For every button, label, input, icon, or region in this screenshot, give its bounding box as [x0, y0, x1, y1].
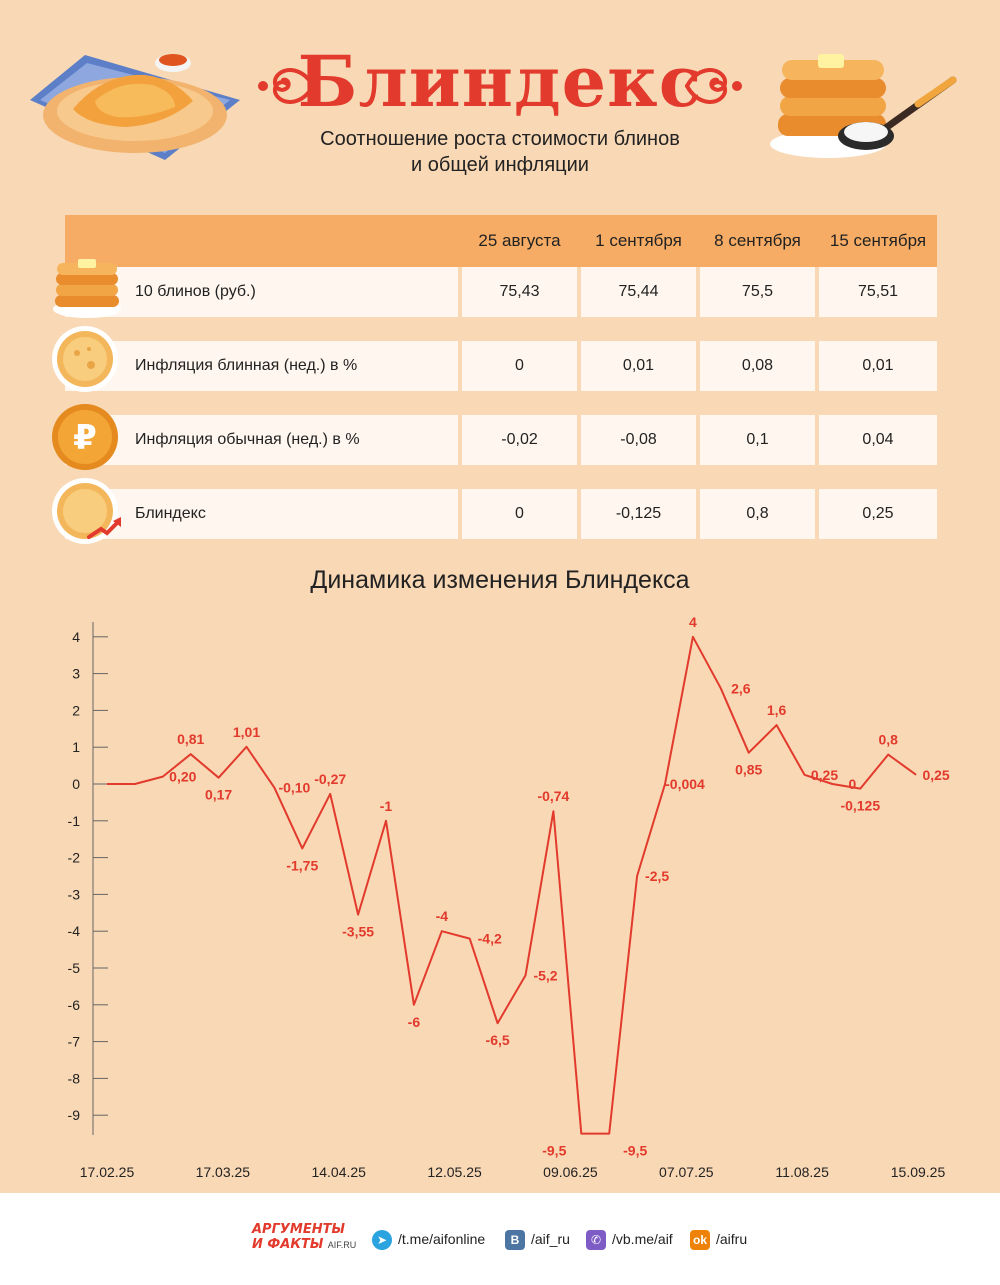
data-label: -0,27	[314, 770, 347, 787]
table-cell: -0,125	[581, 489, 696, 539]
data-label: 0,85	[735, 761, 763, 778]
data-label: -5,2	[533, 967, 558, 984]
data-label: -9,5	[542, 1142, 567, 1159]
row-label: Инфляция блинная (нед.) в %	[65, 341, 458, 391]
data-label: 0	[848, 776, 857, 792]
table-cell: 0,25	[819, 489, 937, 539]
data-label: 1,01	[232, 723, 261, 740]
y-tick-label: -4	[67, 923, 80, 940]
ruble-coin-icon	[51, 403, 119, 471]
table-cell: 75,44	[581, 267, 696, 317]
data-label: 0,81	[177, 731, 205, 748]
table-cell: 0	[462, 341, 577, 391]
footer	[0, 1193, 1000, 1285]
y-tick-label: -9	[67, 1107, 80, 1124]
data-label: -6,5	[485, 1032, 510, 1049]
y-tick-label: -8	[67, 1070, 80, 1087]
y-tick-label: -3	[67, 886, 80, 903]
x-tick-label: 14.04.25	[311, 1164, 366, 1180]
data-label: -4	[435, 908, 449, 925]
viber-link[interactable]: ✆ /vb.me/aif	[586, 1229, 673, 1249]
data-label: 0,25	[810, 766, 839, 783]
page-subtitle	[0, 126, 1000, 178]
x-tick-label: 17.03.25	[195, 1164, 251, 1180]
vk-link[interactable]: B /aif_ru	[505, 1229, 570, 1249]
data-label: -0,004	[665, 776, 705, 793]
y-tick-label: -2	[67, 849, 80, 866]
table-cell: 0,08	[700, 341, 815, 391]
viber-icon: ✆	[586, 1230, 606, 1250]
pancake-icon	[51, 325, 119, 393]
x-tick-label: 17.02.25	[79, 1164, 135, 1180]
y-tick-label: -7	[67, 1033, 80, 1050]
subtitle-line-2: и общей инфляции	[411, 154, 589, 176]
data-label: -2,5	[645, 868, 670, 884]
series-line	[107, 637, 916, 1134]
table-row	[65, 267, 937, 317]
table-cell: -0,08	[581, 415, 696, 465]
y-tick-label: -1	[67, 812, 80, 829]
column-header: 25 августа	[478, 231, 561, 250]
row-label: Блиндекс	[65, 489, 458, 539]
table-cell: 0	[462, 489, 577, 539]
page-title: Блиндекс	[297, 40, 703, 123]
table-cell: 75,51	[819, 267, 937, 317]
x-tick-label: 09.06.25	[543, 1164, 598, 1180]
blindex-line-chart	[0, 600, 1000, 1190]
header	[0, 0, 1000, 200]
data-label: -4,2	[477, 930, 502, 947]
telegram-icon: ➤	[372, 1230, 392, 1250]
data-label: 0,25	[922, 766, 950, 783]
table-cell: 75,43	[462, 267, 577, 317]
table-row	[65, 341, 937, 391]
column-header: 8 сентября	[714, 231, 801, 250]
y-tick-label: 0	[72, 776, 80, 792]
table-cell: 75,5	[700, 267, 815, 317]
data-label: 0,20	[169, 768, 197, 785]
odnoklassniki-icon: ok	[690, 1230, 710, 1250]
odnoklassniki-link[interactable]: ok /aifru	[690, 1229, 747, 1249]
aif-logo: АРГУМЕНТЫ И ФАКТЫ AIF.RU	[252, 1222, 357, 1252]
x-ticks	[80, 1164, 946, 1180]
x-tick-label: 12.05.25	[427, 1164, 482, 1180]
data-label: -0,10	[278, 779, 311, 796]
column-header: 1 сентября	[595, 231, 682, 250]
svg-text:₽: ₽	[73, 418, 97, 458]
table-row	[65, 415, 937, 465]
telegram-link[interactable]: ➤ /t.me/aifonline	[372, 1229, 485, 1249]
x-tick-label: 07.07.25	[659, 1164, 714, 1180]
pancake-growth-icon	[51, 477, 123, 545]
column-header: 15 сентября	[829, 231, 927, 250]
data-label: 1,6	[766, 702, 787, 719]
table-cell: 0,1	[700, 415, 815, 465]
data-label: 0,8	[878, 731, 898, 748]
y-tick-label: 1	[72, 739, 80, 756]
y-tick-label: 2	[72, 702, 80, 719]
data-label: -0,74	[537, 788, 570, 805]
data-label: -3,55	[342, 923, 375, 940]
vk-icon: B	[505, 1230, 525, 1250]
x-tick-label: 15.09.25	[890, 1164, 946, 1180]
row-label: 10 блинов (руб.)	[65, 267, 458, 317]
chart-title: Динамика изменения Блиндекса	[310, 566, 690, 594]
y-ticks	[68, 629, 108, 1123]
row-label: Инфляция обычная (нед.) в %	[65, 415, 458, 465]
table-cell: 0,8	[700, 489, 815, 539]
table-cell: -0,02	[462, 415, 577, 465]
table-cell: 0,04	[819, 415, 937, 465]
data-label: -0,125	[840, 797, 881, 814]
table-cell: 0,01	[819, 341, 937, 391]
data-label: -1	[379, 797, 393, 814]
data-label: -9,5	[623, 1142, 648, 1159]
pancake-stack-icon	[51, 257, 123, 319]
table-row	[65, 489, 937, 539]
y-tick-label: -5	[67, 960, 80, 976]
data-label: 2,6	[731, 680, 751, 697]
y-tick-label: -6	[67, 996, 80, 1013]
table-cell: 0,01	[581, 341, 696, 391]
subtitle-line-1: Соотношение роста стоимости блинов	[320, 128, 680, 150]
y-tick-label: 3	[72, 665, 80, 682]
data-label: -6	[407, 1013, 421, 1030]
x-tick-label: 11.08.25	[775, 1164, 829, 1180]
y-tick-label: 4	[72, 628, 80, 645]
table-header	[65, 215, 937, 267]
data-label: 4	[689, 613, 697, 630]
data-label: 0,17	[204, 786, 233, 803]
data-label: -1,75	[286, 857, 319, 874]
